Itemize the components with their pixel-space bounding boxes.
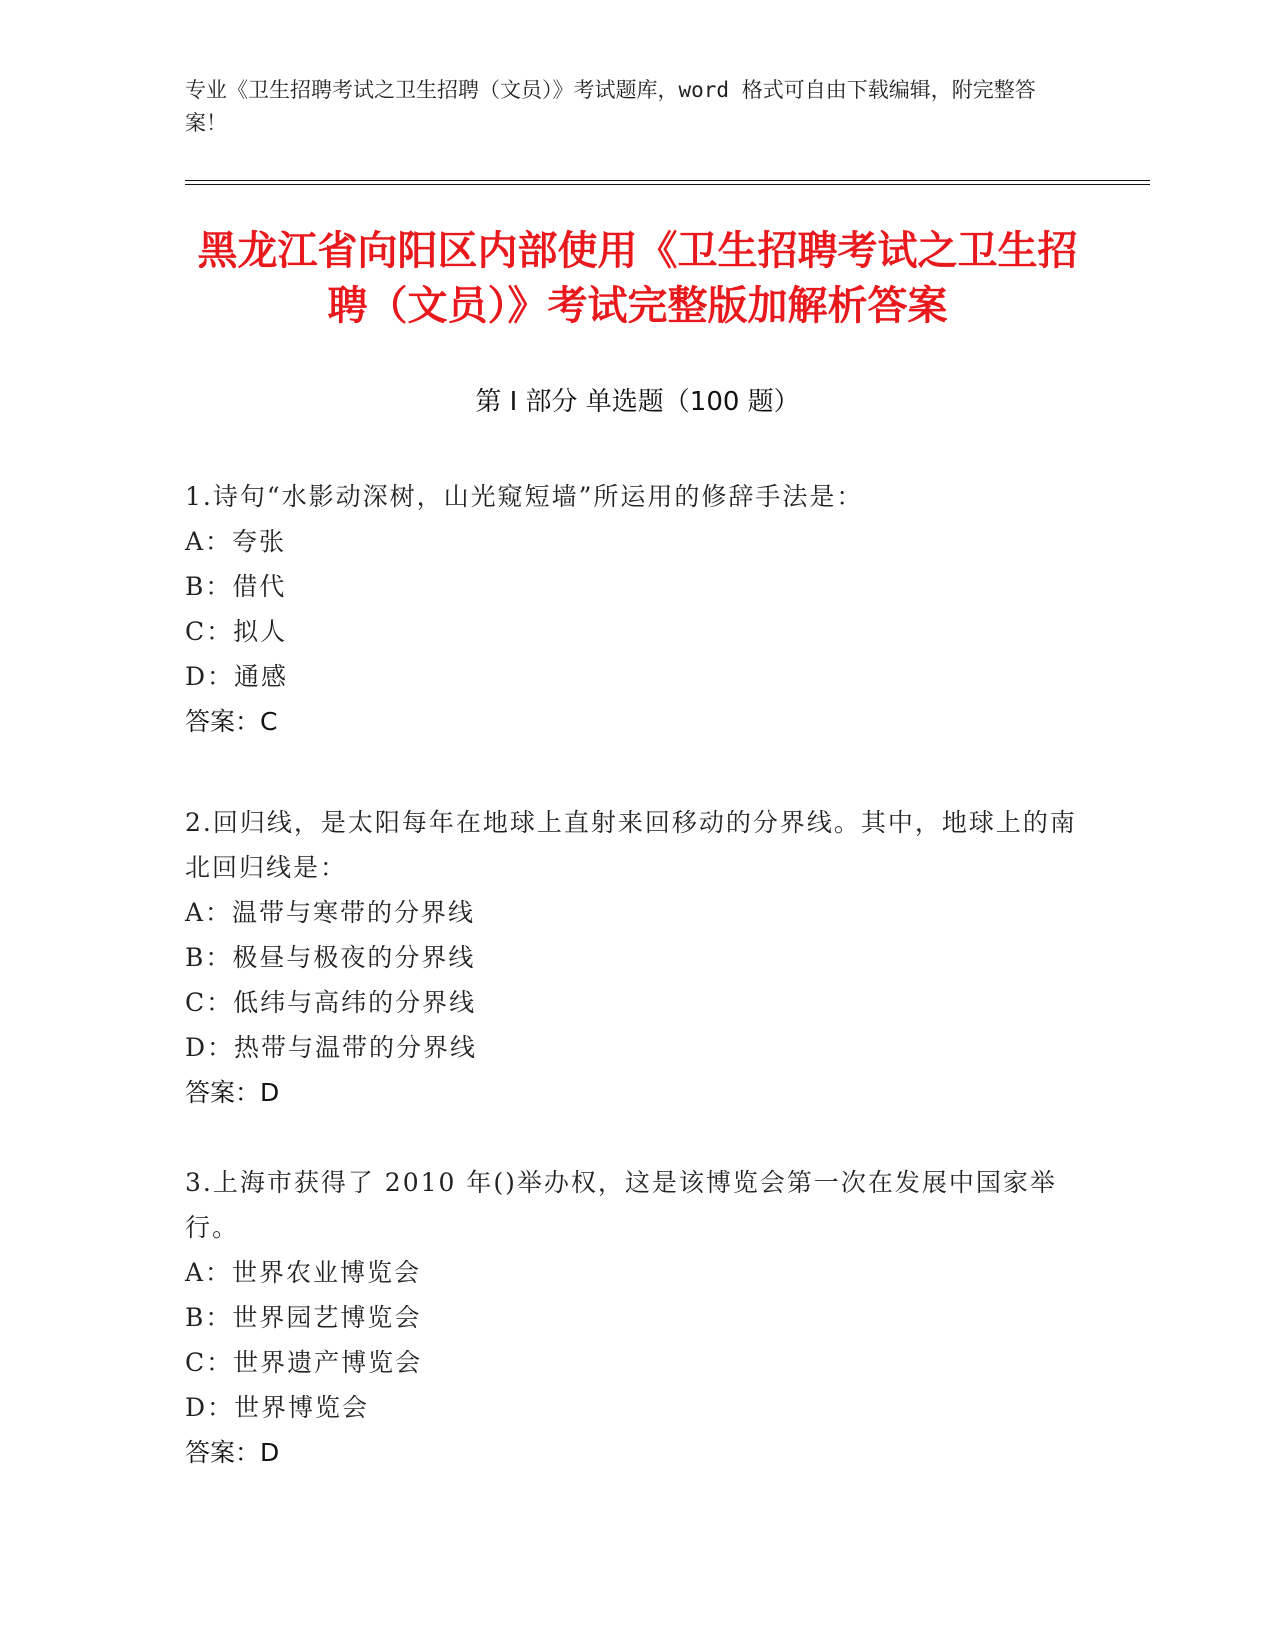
option-a: A：温带与寒带的分界线 [185, 898, 476, 927]
option-a: A：世界农业博览会 [185, 1258, 422, 1287]
option-c: C：拟人 [185, 617, 288, 646]
question-text: 1.诗句“水影动深树，山光窥短墙”所运用的修辞手法是： [185, 482, 864, 511]
header-note: 专业《卫生招聘考试之卫生招聘（文员）》考试题库，word 格式可自由下载编辑，附完整答案！ [185, 78, 1036, 135]
option-a: A：夸张 [185, 527, 287, 556]
answer-line: 答案：D [185, 1438, 280, 1467]
option-b: B：借代 [185, 572, 287, 601]
option-d: D：通感 [185, 662, 289, 691]
document-title: 黑龙江省向阳区内部使用《卫生招聘考试之卫生招聘（文员）》考试完整版加解析答案 [197, 228, 1078, 329]
option-b: B：世界园艺博览会 [185, 1303, 422, 1332]
question-block [185, 800, 1085, 1115]
option-d: D：热带与温带的分界线 [185, 1033, 478, 1062]
answer-line: 答案：C [185, 707, 278, 736]
option-b: B：极昼与极夜的分界线 [185, 943, 476, 972]
option-c: C：低纬与高纬的分界线 [185, 988, 477, 1017]
question-text: 3.上海市获得了 2010 年()举办权，这是该博览会第一次在发展中国家举行。 [185, 1168, 1057, 1242]
question-block [185, 1160, 1085, 1475]
header-divider-bottom [185, 184, 1150, 185]
answer-line: 答案：D [185, 1078, 280, 1107]
question-text: 2.回归线，是太阳每年在地球上直射来回移动的分界线。其中，地球上的南北回归线是： [185, 808, 1077, 882]
section-heading: 第 I 部分 单选题（100 题） [475, 387, 800, 417]
header-divider-top [185, 180, 1150, 181]
option-d: D：世界博览会 [185, 1393, 370, 1422]
option-c: C：世界遗产博览会 [185, 1348, 423, 1377]
question-block [185, 474, 1085, 744]
